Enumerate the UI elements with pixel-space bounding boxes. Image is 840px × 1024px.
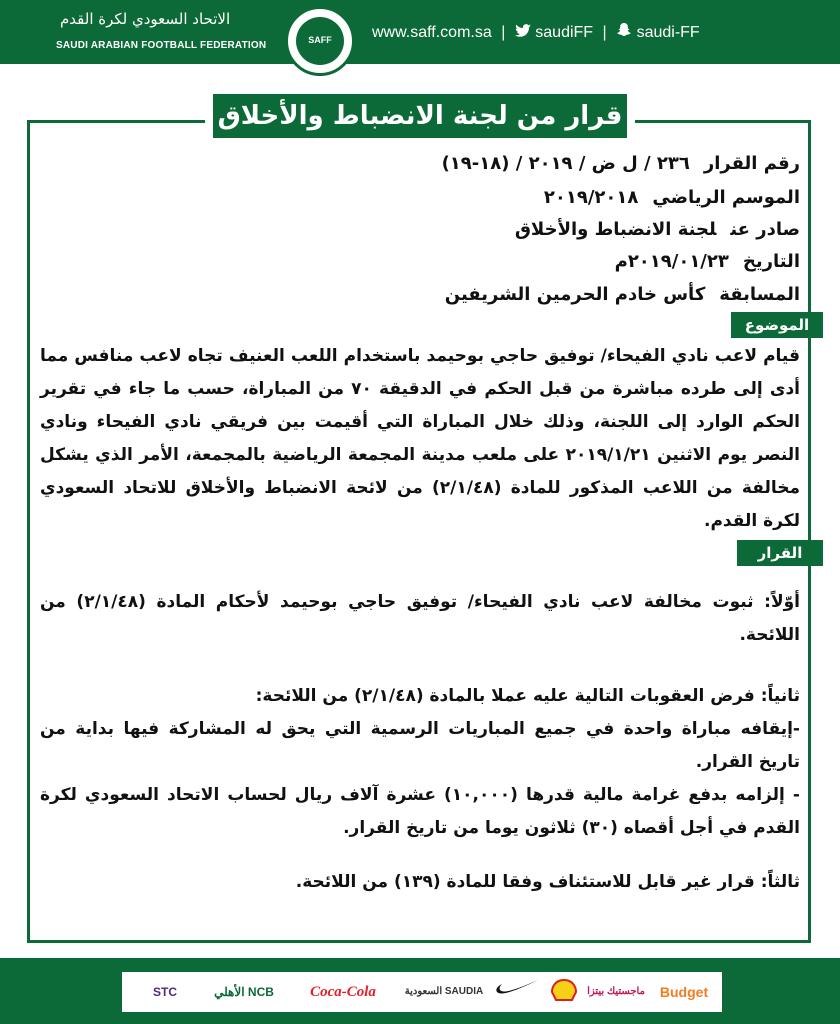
sponsor-shell-logo — [546, 978, 582, 1006]
decision-second — [40, 680, 800, 845]
info-value: ٢٣٦ / ل ض / ٢٠١٩ / (١٨-١٩) — [441, 153, 690, 174]
page-title: قرار من لجنة الانضباط والأخلاق — [213, 94, 627, 138]
sponsor-stc-logo: STC — [153, 985, 177, 999]
snapchat-handle[interactable]: saudi-FF — [636, 23, 700, 41]
info-label: رقم القرار — [703, 153, 800, 174]
twitter-handle[interactable]: saudiFF — [535, 23, 594, 41]
subject-text: قيام لاعب نادي الفيحاء/ توفيق حاجي بوحيمد باستخدام اللعب العنيف تجاه لاعب منافس مما أدى إلى طرده مباشرة من قبل الحكم في الدقيقة ٧٠ من المباراة، حسب ما جاء في تقرير الحكم الوارد إلى اللجنة، وذلك خلال المباراة التي أقيمت بين فريقي نادي الفيحاء ونادي النصر يوم الاثنين ٢٠١٩/١/٢١ على ملعب مدينة المجمعة الرياضية بالمجمعة، الأمر الذي يشكل مخالفة من اللاعب المذكور للمادة (٢/١/٤٨) من لائحة الانضباط والأخلاق للاتحاد السعودي لكرة القدم. — [40, 346, 800, 531]
sponsor-saudia-logo: السعودية SAUDIA — [404, 986, 484, 997]
title-box — [205, 88, 635, 144]
decision-second-suspension: -إيقافه مباراة واحدة في جميع المباريات الرسمية التي يحق له المشاركة فيها بداية من تاريخ القرار. — [40, 719, 800, 772]
snapchat-icon — [616, 22, 632, 43]
sponsor-pizza-logo: ماجستيك بيتزا — [587, 986, 645, 997]
sponsor-nike-logo — [492, 978, 542, 1006]
info-competition — [445, 284, 800, 305]
decision-tag: القرار — [737, 540, 823, 566]
emblem-text: SAFF — [308, 35, 332, 45]
decision-first-text: أوّلاً: ثبوت مخالفة لاعب نادي الفيحاء/ توفيق حاجي بوحيمد لأحكام المادة (٢/١/٤٨) من اللائحة. — [40, 592, 800, 645]
divider: | — [602, 23, 607, 41]
emblem-inner — [296, 17, 344, 65]
info-value: ٢٠١٩/٠١/٢٣م — [614, 251, 729, 272]
decision-second-fine: - إلزامه بدفع غرامة مالية قدرها (١٠,٠٠٠) عشرة آلاف ريال لحساب الاتحاد السعودي لكرة القدم في أجل أقصاه (٣٠) ثلاثون يوما من تاريخ القرار. — [40, 785, 800, 838]
info-label: الموسم الرياضي — [652, 187, 800, 208]
info-issued-by — [515, 219, 800, 240]
info-decision-number — [442, 153, 800, 174]
contact-banner — [362, 0, 840, 64]
info-label: المسابقة — [719, 284, 800, 305]
sponsor-ncb-logo: الأهلي NCB — [214, 985, 274, 999]
decision-first — [40, 586, 800, 652]
header — [0, 0, 840, 92]
decision-second-text: ثانياً: فرض العقوبات التالية عليه عملا بالمادة (٢/١/٤٨) من اللائحة: — [255, 686, 800, 706]
info-date — [615, 251, 800, 272]
decision-third — [40, 866, 800, 899]
subject-paragraph — [40, 340, 800, 538]
saff-emblem-logo — [285, 6, 355, 76]
info-label: صادر عن — [730, 219, 800, 240]
sponsor-budget-logo: Budget — [659, 984, 709, 1000]
sponsor-cocacola-logo: Coca-Cola — [310, 984, 376, 1000]
federation-name-english: SAUDI ARABIAN FOOTBALL FEDERATION — [56, 40, 267, 51]
info-value: ٢٠١٩/٢٠١٨ — [543, 187, 639, 208]
sponsors-strip — [122, 972, 722, 1012]
contact-info — [372, 22, 832, 44]
info-season — [544, 187, 800, 208]
divider: | — [501, 23, 506, 41]
info-label: التاريخ — [742, 251, 800, 272]
info-value: كأس خادم الحرمين الشريفين — [444, 284, 706, 305]
info-value: لجنة الانضباط والأخلاق — [514, 219, 717, 240]
decision-third-text: ثالثاً: قرار غير قابل للاستئناف وفقا للمادة (١٣٩) من اللائحة. — [295, 872, 800, 892]
federation-name-arabic: الاتحاد السعودي لكرة القدم — [60, 10, 231, 28]
subject-tag: الموضوع — [731, 312, 823, 338]
footer — [0, 958, 840, 1024]
twitter-icon — [515, 24, 531, 41]
website-link[interactable]: www.saff.com.sa — [372, 23, 492, 41]
